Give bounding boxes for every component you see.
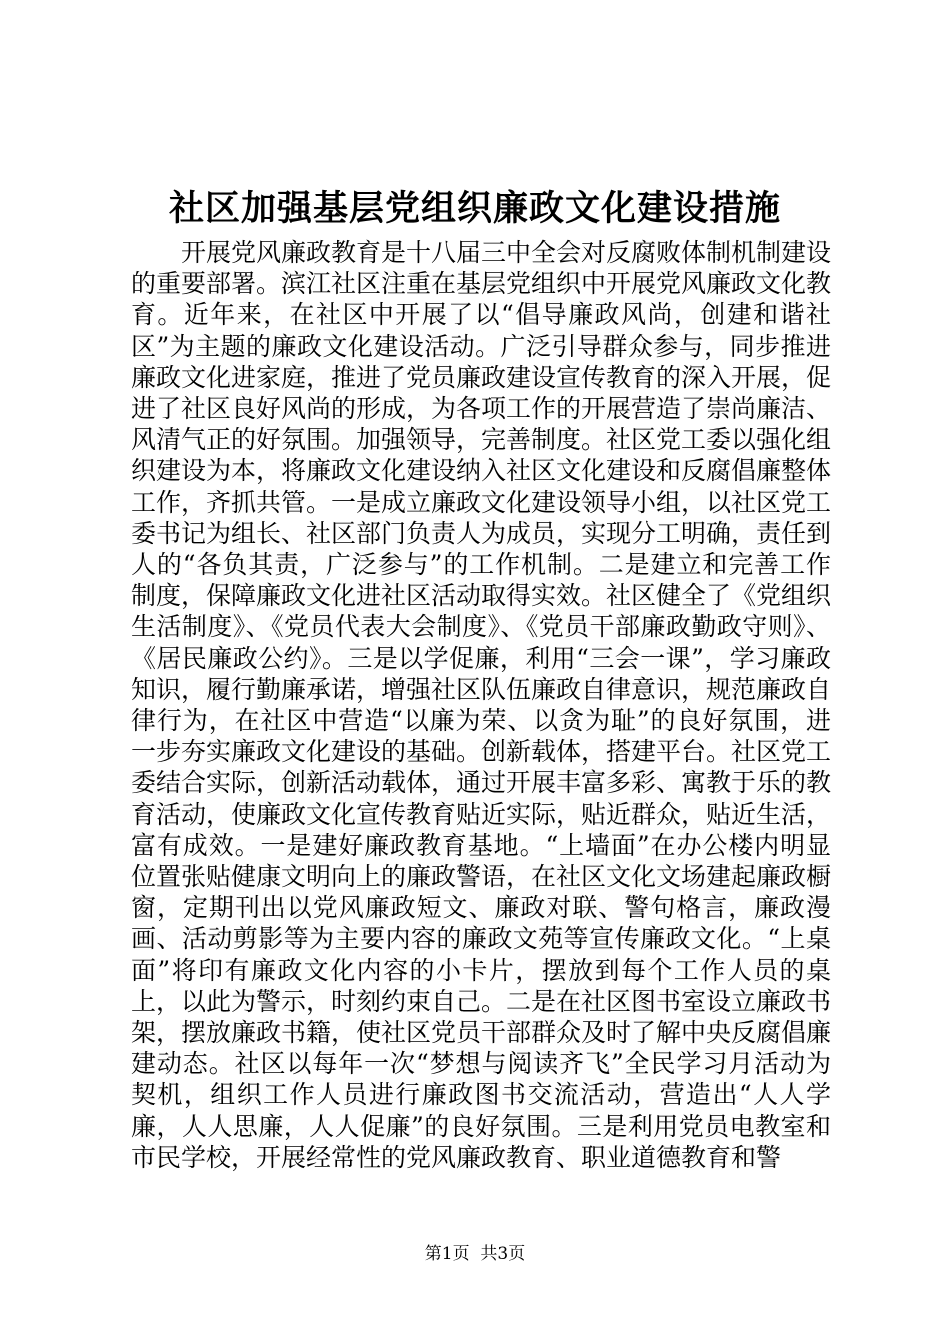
document-title: 社区加强基层党组织廉政文化建设措施 bbox=[168, 188, 781, 229]
page-footer bbox=[0, 1243, 950, 1265]
document-body: 开展党风廉政教育是十八届三中全会对反腐败体制机制建设的重要部署。滨江社区注重在基层党组织中开展党风廉政文化教育。近年来，在社区中开展了以“倡导廉政风尚，创建和谐社区”为主题的廉政文化建设活动。广泛引导群众参与，同步推进廉政文化进家庭，推进了党员廉政建设宣传教育的深入开展，促进了社区良好风尚的形成，为各项工作的开展营造了崇尚廉洁、风清气正的好氛围。加强领导，完善制度。社区党工委以强化组织建设为本，将廉政文化建设纳入社区文化建设和反腐倡廉整体工作，齐抓共管。一是成立廉政文化建设领导小组，以社区党工委书记为组长、社区部门负责人为成员，实现分工明确，责任到人的“各负其责，广泛参与”的工作机制。二是建立和完善工作制度，保障廉政文化进社区活动取得实效。社区健全了《党组织生活制度》、《党员代表大会制度》、《党员干部廉政勤政守则》、《居民廉政公约》。三是以学促廉，利用“三会一课”，学习廉政知识，履行勤廉承诺，增强社区队伍廉政自律意识，规范廉政自律行为，在社区中营造“以廉为荣、以贪为耻”的良好氛围，进一步夯实廉政文化建设的基础。创新载体，搭建平台。社区党工委结合实际，创新活动载体，通过开展丰富多彩、寓教于乐的教育活动，使廉政文化宣传教育贴近实际，贴近群众，贴近生活，富有成效。一是建好廉政教育基地。“上墙面”在办公楼内明显位置张贴健康文明向上的廉政警语，在社区文化文场建起廉政橱窗，定期刊出以党风廉政短文、廉政对联、警句格言，廉政漫画、活动剪影等为主要内容的廉政文苑等宣传廉政文化。“上桌面”将印有廉政文化内容的小卡片，摆放到每个工作人员的桌上，以此为警示，时刻约束自己。二是在社区图书室设立廉政书架，摆放廉政书籍，使社区党员干部群众及时了解中央反腐倡廉建动态。社区以每年一次“梦想与阅读齐飞”全民学习月活动为契机，组织工作人员进行廉政图书交流活动，营造出“人人学廉，人人思廉，人人促廉”的良好氛围。三是利用党员电教室和市民学校，开展经常性的党风廉政教育、职业道德教育和警 bbox=[131, 238, 832, 1172]
page-number: 第1页 bbox=[424, 1244, 470, 1264]
page-total: 共3页 bbox=[480, 1244, 526, 1264]
